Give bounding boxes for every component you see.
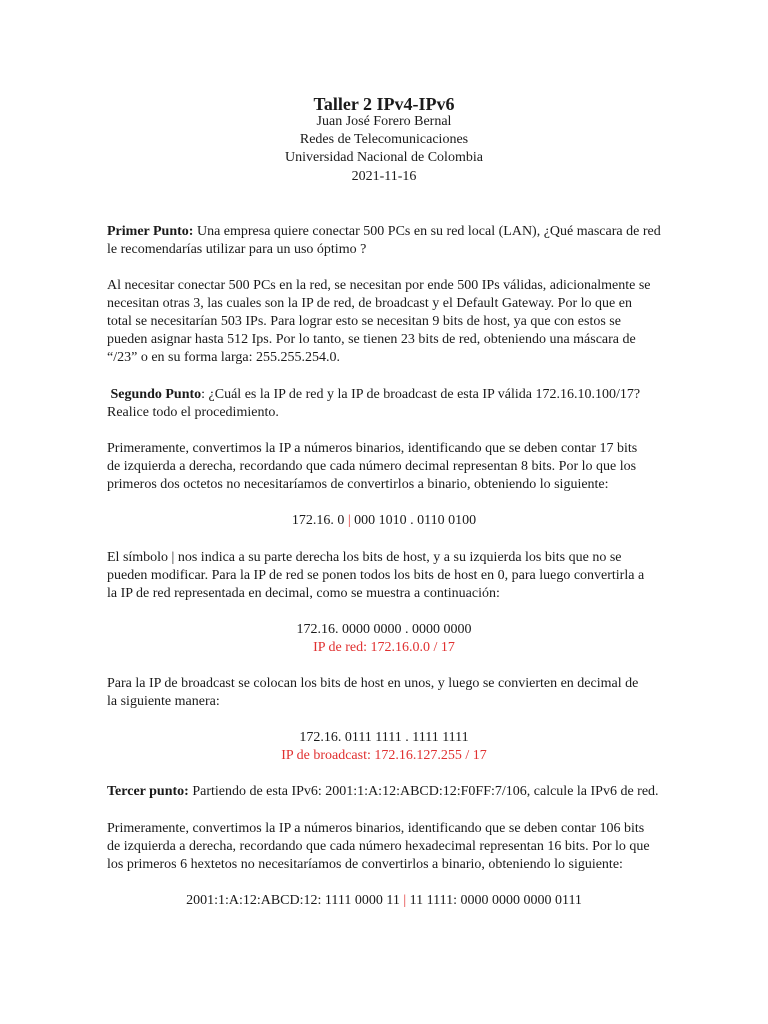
q3-intro-line: Primeramente, convertimos la IP a números binarios, identificando que se deben contar 106 bits — [107, 821, 645, 836]
q1-answer-line: necesitan otras 3, las cuales son la IP de red, de broadcast y el Default Gateway. Por lo que en — [107, 296, 632, 311]
q1-answer — [107, 277, 667, 367]
q2-broadcast-intro-line: Para la IP de broadcast se colocan los bits de host en unos, y luego se convierten en decimal de — [107, 676, 639, 691]
q2-network-binary: 172.16. 0000 0000 . 0000 0000 — [296, 622, 472, 637]
q2-network-result: IP de red: 172.16.0.0 / 17 — [313, 640, 455, 655]
q3-question-text: Partiendo de esta IPv6: 2001:1:A:12:ABCD:12:F0FF:7/106, calcule la IPv6 de red. — [188, 784, 659, 799]
q3-question — [107, 783, 707, 801]
q1-answer-line: total se necesitarían 503 IPs. Para lograr esto se necesitan 9 bits de host, ya que con estos se — [107, 314, 621, 329]
q2-question — [107, 386, 667, 422]
doc-title: Taller 2 IPv4-IPv6 — [313, 94, 455, 114]
q3-binary-right: 11 1111: 0000 0000 0000 0111 — [406, 893, 582, 908]
q2-intro — [107, 440, 667, 494]
q2-binary-right: 000 1010 . 0110 0100 — [350, 513, 477, 528]
q2-explain — [107, 549, 667, 603]
q2-question-line2: Realice todo el procedimiento. — [107, 405, 279, 420]
q2-binary-left: 172.16. 0 — [291, 513, 348, 528]
q2-intro-line: de izquierda a derecha, recordando que cada número decimal representan 8 bits. Por lo que los — [107, 459, 637, 474]
q2-explain-line: la IP de red representada en decimal, como se muestra a continuación: — [107, 586, 500, 601]
q2-host-separator: | — [347, 513, 351, 528]
q1-label: Primer Punto: — [107, 224, 194, 239]
q3-intro-line: de izquierda a derecha, recordando que cada número hexadecimal representan 16 bits. Por lo que — [107, 839, 650, 854]
q2-label: Segundo Punto — [110, 387, 202, 402]
q2-broadcast-intro — [107, 675, 667, 711]
q1-answer-line: pueden asignar hasta 512 Ips. Por lo tanto, se tienen 23 bits de red, obteniendo una máscara de — [107, 332, 636, 347]
course: Redes de Telecomunicaciones — [299, 132, 469, 147]
q2-explain-line: El símbolo | nos indica a su parte derecha los bits de host, y a su izquierda los bits que no se — [107, 550, 622, 565]
q1-question-line2: le recomendarías utilizar para un uso óptimo ? — [107, 242, 367, 257]
q2-binary-ip — [0, 512, 768, 530]
q3-binary-left: 2001:1:A:12:ABCD:12: 1111 0000 11 — [186, 893, 404, 908]
date: 2021-11-16 — [351, 169, 417, 184]
q2-intro-line: Primeramente, convertimos la IP a números binarios, identificando que se deben contar 17 bits — [107, 441, 638, 456]
q2-broadcast-intro-line: la siguiente manera: — [107, 694, 220, 709]
q3-host-separator: | — [403, 893, 407, 908]
q2-question-line1: : ¿Cuál es la IP de red y la IP de broadcast de esta IP válida 172.16.10.100/17? — [201, 387, 641, 402]
q1-answer-line: “/23” o en su forma larga: 255.255.254.0. — [107, 350, 341, 365]
author: Juan José Forero Bernal — [316, 114, 452, 129]
q3-label: Tercer punto: — [107, 784, 189, 799]
q1-question-line1: Una empresa quiere conectar 500 PCs en su red local (LAN), ¿Qué mascara de red — [196, 224, 661, 239]
q3-intro-line: los primeros 6 hextetos no necesitaríamos de convertirlos a binario, obteniendo lo siguiente: — [107, 857, 623, 872]
q1-answer-line: Al necesitar conectar 500 PCs en la red, se necesitan por ende 500 IPs válidas, adicionalmente se — [107, 278, 651, 293]
q2-explain-line: pueden modificar. Para la IP de red se ponen todos los bits de host en 0, para luego convertirla a — [107, 568, 645, 583]
q2-broadcast-binary: 172.16. 0111 1111 . 1111 1111 — [299, 730, 469, 745]
university: Universidad Nacional de Colombia — [285, 150, 483, 165]
q2-intro-line: primeros dos octetos no necesitaríamos de convertirlos a binario, obteniendo lo siguiente: — [107, 477, 609, 492]
q2-broadcast-result: IP de broadcast: 172.16.127.255 / 17 — [281, 748, 487, 763]
q3-binary-ip — [0, 892, 768, 910]
q3-intro — [107, 820, 667, 874]
q1-question — [107, 223, 667, 259]
